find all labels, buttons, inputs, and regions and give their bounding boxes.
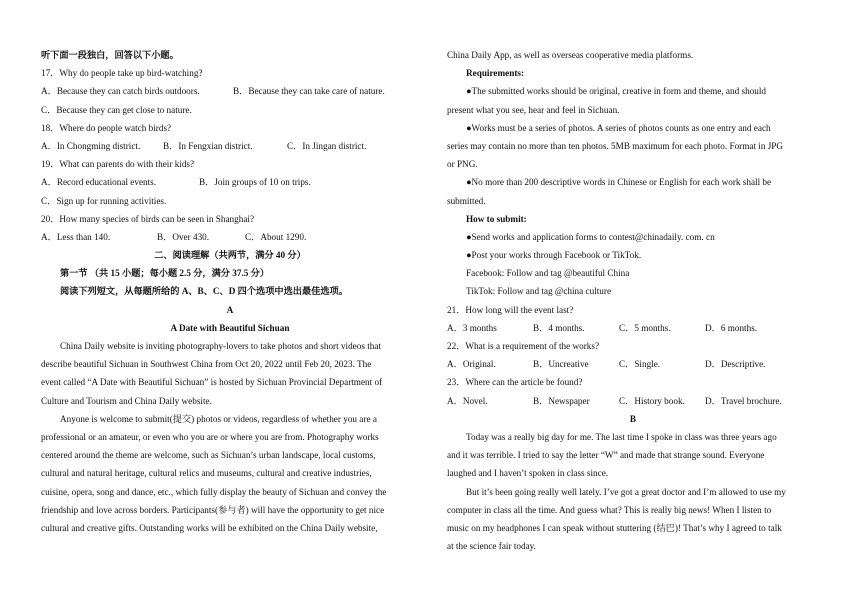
tiktok-line: TikTok: Follow and tag @china culture xyxy=(466,286,612,297)
text-line: Today was a really big day for me. The last time I spoke in class was three years ago xyxy=(466,431,777,442)
submit-email-line: ●Send works and application forms to contest@chinadaily. com. cn xyxy=(466,231,715,242)
passage-b-paragraph-2 xyxy=(447,483,819,556)
question-23-options xyxy=(447,392,819,410)
option-19c: C．Sign up for running activities. xyxy=(41,195,167,206)
section-2-heading: 二、阅读理解（共两节，满分 40 分） xyxy=(154,250,306,261)
text-line: friendship and love across borders. Participants(参与者) will have the opportunity to get nice xyxy=(41,504,385,515)
how-to-submit-heading: How to submit: xyxy=(466,213,527,224)
passage-a-title: A Date with Beautiful Sichuan xyxy=(170,322,290,333)
option-18c: C．In Jingan district. xyxy=(287,140,367,151)
question-17: 17．Why do people take up bird-watching? xyxy=(41,68,203,79)
question-21-options xyxy=(447,319,819,337)
option-23b: B．Newspaper xyxy=(533,395,590,406)
option-22b: B．Uncreative xyxy=(533,359,589,370)
option-22c: C．Single. xyxy=(619,359,661,370)
option-20a: A．Less than 140. xyxy=(41,231,111,242)
passage-a-label: A xyxy=(226,304,234,315)
text-line: series may contain no more than ten photos. 5MB maximum for each photo. Format in JPG xyxy=(447,140,784,151)
question-21: 21．How long will the event last? xyxy=(447,304,574,315)
listening-intro: 听下面一段独白，回答以下小题。 xyxy=(41,50,179,60)
question-23: 23．Where can the article be found? xyxy=(447,377,583,388)
question-20: 20．How many species of birds can be seen in Shanghai? xyxy=(41,213,255,224)
text-line: present what you see, hear and feel in Sichuan. xyxy=(447,104,620,115)
option-17b: B．Because they can take care of nature. xyxy=(233,86,385,97)
text-line: event called “A Date with Beautiful Sichuan” is hosted by Sichuan Provincial Department of xyxy=(41,377,383,388)
text-line: Culture and Tourism and China Daily website. xyxy=(41,395,212,406)
text-line: submitted. xyxy=(447,195,486,206)
option-23d: D．Travel brochure. xyxy=(705,395,782,406)
option-21d: D．6 months. xyxy=(705,322,758,333)
text-line: describe beautiful Sichuan in Southwest China from Oct 20, 2022 until Feb 20, 2023. The xyxy=(41,359,372,370)
question-18-options xyxy=(41,137,419,155)
facebook-line: Facebook: Follow and tag @beautiful China xyxy=(466,268,630,279)
requirement-2 xyxy=(447,119,819,174)
passage-a-paragraph-2 xyxy=(41,410,419,537)
section-2-instructions: 阅读下列短文，从每题所给的 A、B、C、D 四个选项中选出最佳选项。 xyxy=(60,286,348,297)
text-line: professional or an amateur, or even who you are or where you are from. Photography works xyxy=(41,431,379,442)
option-20c: C．About 1290. xyxy=(245,231,307,242)
passage-b-paragraph-1 xyxy=(447,428,819,483)
text-line: ●Works must be a series of photos. A series of photos counts as one entry and each xyxy=(466,122,771,133)
text-line: or PNG. xyxy=(447,159,478,170)
option-23a: A．Novel. xyxy=(447,395,488,406)
text-line: China Daily website is inviting photography-lovers to take photos and short videos that xyxy=(60,341,382,351)
question-19: 19．What can parents do with their kids? xyxy=(41,159,195,170)
option-22a: A．Original. xyxy=(447,359,496,370)
section-2-part-1: 第一节 （共 15 小题；每小题 2.5 分，满分 37.5 分） xyxy=(60,268,270,279)
question-22: 22．What is a requirement of the works? xyxy=(447,341,600,351)
text-line: computer in class all the time. And guess what? This is really big news! When I listen to xyxy=(447,504,772,515)
text-line: cuisine, opera, song and dance, etc., which fully display the beauty of Sichuan and convey the xyxy=(41,486,387,497)
text-line: cultural and natural heritage, cultural relics and museums, cultural and creative industries, xyxy=(41,468,372,479)
submit-social-line: ●Post your works through Facebook or TikTok. xyxy=(466,250,642,261)
option-22d: D．Descriptive. xyxy=(705,359,766,370)
option-23c: C．History book. xyxy=(619,395,685,406)
option-17c: C．Because they can get close to nature. xyxy=(41,104,192,115)
option-18b: B．In Fengxian district. xyxy=(163,140,253,151)
text-line: music on my headphones I can speak without stuttering (结巴)! That’s why I agreed to talk xyxy=(447,522,782,533)
text-line: ●No more than 200 descriptive words in Chinese or English for each work shall be xyxy=(466,177,772,188)
passage-b-label: B xyxy=(629,413,637,424)
requirement-1 xyxy=(447,82,819,118)
option-21b: B．4 months. xyxy=(533,322,585,333)
option-20b: B．Over 430. xyxy=(157,231,210,242)
text-line: centered around the theme are welcome, such as Sichuan’s urban landscape, local customs, xyxy=(41,450,376,461)
right-column xyxy=(447,46,819,555)
left-column xyxy=(41,46,419,537)
requirement-3 xyxy=(447,173,819,209)
text-line: Anyone is welcome to submit(提交) photos or videos, regardless of whether you are a xyxy=(60,413,377,424)
question-17-options xyxy=(41,82,419,100)
text-line: and it was terrible. I tried to say the letter “W” and made that strange sound. Everyone xyxy=(447,450,765,461)
option-21a: A．3 months xyxy=(447,322,497,333)
text-line: at the science fair today. xyxy=(447,541,536,552)
requirements-heading: Requirements: xyxy=(466,68,525,79)
question-20-options xyxy=(41,228,419,246)
question-18: 18．Where do people watch birds? xyxy=(41,122,172,133)
text-line: cultural and creative gifts. Outstanding works will be exhibited on the China Daily website, xyxy=(41,522,378,533)
text-line: China Daily App, as well as overseas cooperative media platforms. xyxy=(447,50,694,60)
option-19b: B．Join groups of 10 on trips. xyxy=(199,177,311,188)
question-22-options xyxy=(447,355,819,373)
option-19a: A．Record educational events. xyxy=(41,177,157,188)
passage-a-paragraph-1 xyxy=(41,337,419,410)
text-line: ●The submitted works should be original, creative in form and theme, and should xyxy=(466,86,766,97)
text-line: But it’s been going really well lately. I’ve got a great doctor and I’m allowed to use my xyxy=(466,486,786,497)
text-line: laughed and I haven’t spoken in class since. xyxy=(447,468,609,479)
option-17a: A．Because they can catch birds outdoors. xyxy=(41,86,200,97)
question-19-options xyxy=(41,173,419,191)
option-21c: C．5 months. xyxy=(619,322,671,333)
option-18a: A．In Chongming district. xyxy=(41,140,141,151)
